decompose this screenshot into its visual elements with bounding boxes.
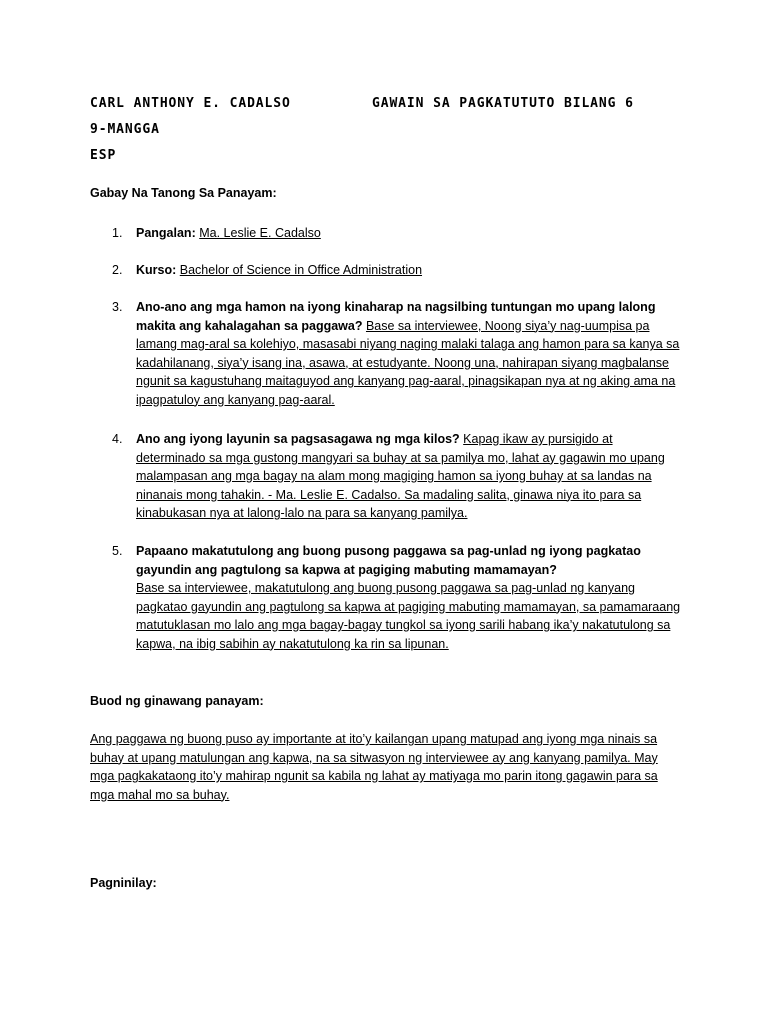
question-number: 5. [112,544,123,558]
question-label: Kurso: [136,263,177,277]
question-label: Ano ang iyong layunin sa pagsasagawa ng mga kilos? [136,432,460,446]
summary-text: Ang paggawa ng buong puso ay importante at ito’y kailangan upang matupad ang iyong mga ninais sa buhay at upang matulungan ang kapwa, na sa sitwasyon ng interviewee ay ang kanyang pamilya. May mga pagkakataong ito’y mahirap ngunit sa kabila ng lahat ay matiyaga mo parin itong gagawin para sa mga mahal mo sa buhay. [90,732,658,802]
question-label: Pangalan: [136,226,196,240]
question-item-1 [112,224,682,243]
question-answer: Kapag ikaw ay pursigido at determinado sa mga gustong mangyari sa buhay at sa pamilya mo, lahat ay gagawin mo upang malampasan ang mga bagay na alam mong magiging hamon sa iyong buhay at sa landas na ninanais mong tahakin. - Ma. Leslie E. Cadalso. Sa madaling salita, ginawa niya ito para sa kinabukasan nya at lalong-lalo na para sa kanyang pamilya. [136,432,665,520]
question-answer: Base sa interviewee, makatutulong ang buong pusong paggawa sa pag-unlad ng kanyang pagkatao gayundin ang pagtulong sa kapwa at pagiging mabuting mamamayan, sa pamamaraang matutuklasan mo lalo ang mga bagay-bagay tungkol sa iyong sarili habang ika’y nakatutulong sa kapwa, na ibig sabihin ay nakatutulong ka rin sa lipunan. [136,581,681,651]
question-item-3 [112,298,682,409]
question-answer: Bachelor of Science in Office Administration [179,263,423,277]
question-number: 1. [112,226,123,240]
interview-guide-heading: Gabay Na Tanong Sa Panayam: [90,186,277,200]
question-number: 4. [112,432,123,446]
question-body [136,261,682,280]
question-body [136,430,682,523]
question-number: 3. [112,300,123,314]
subject-name: ESP [90,148,117,163]
student-section: 9-MANGGA [90,122,160,137]
question-answer: Ma. Leslie E. Cadalso [199,226,321,240]
question-item-2 [112,261,682,280]
question-number: 2. [112,263,123,277]
question-item-5 [112,542,682,653]
question-body [136,298,682,409]
question-answer: Base sa interviewee, Noong siya’y nag-uumpisa pa lamang mag-aral sa kolehiyo, masasabi niyang naging malaki talaga ang hamon para sa kanya sa kadahilanang, siya’y isang ina, asawa, at estudyante. Noong una, nahirapan siyang magbalanse ngunit sa kagustuhang maitaguyod ang kanyang pag-aaral, pinagsikapan nya at ng aking ama na ipagpatuloy ang kanyang pag-aaral. [136,318,680,407]
activity-title: GAWAIN SA PAGKATUTUTO BILANG 6 [372,96,634,111]
question-item-4 [112,430,682,523]
question-body [136,542,682,653]
question-label: Ano-ano ang mga hamon na iyong kinaharap na nagsilbing tuntungan mo upang lalong makita ang kahalagahan sa paggawa? [136,300,656,333]
question-label: Papaano makatutulong ang buong pusong paggawa sa pag-unlad ng iyong pagkatao gayundin ang pagtulong sa kapwa at pagiging mabuting mamamayan? [136,544,641,577]
student-name: CARL ANTHONY E. CADALSO [90,96,291,111]
reflection-heading: Pagninilay: [90,876,157,890]
summary-heading: Buod ng ginawang panayam: [90,694,264,708]
question-body [136,224,682,243]
